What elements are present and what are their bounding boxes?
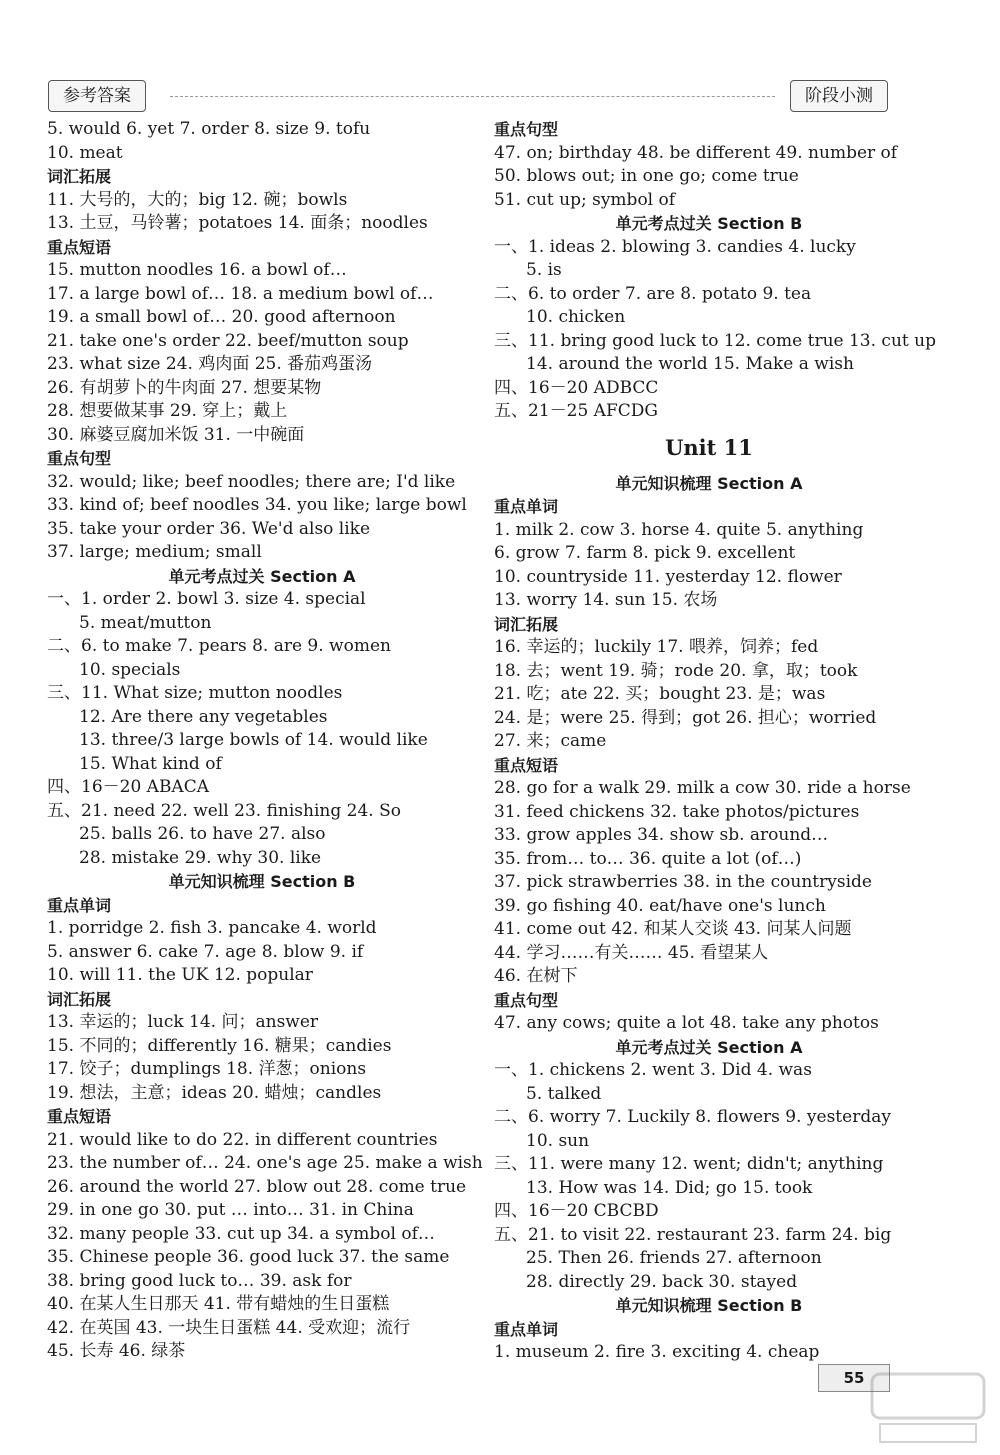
- answer-line: 23. the number of… 24. one's age 25. make a wish: [47, 1153, 483, 1173]
- answer-line: 1. museum 2. fire 3. exciting 4. cheap: [494, 1342, 820, 1362]
- answer-line: 17. a large bowl of… 18. a medium bowl of…: [47, 283, 434, 304]
- answer-line: 10. will 11. the UK 12. popular: [47, 965, 313, 985]
- answer-line: 35. take your order 36. We'd also like: [47, 518, 371, 539]
- answer-line: 30. 麻婆豆腐加米饭 31. 一中碗面: [47, 424, 305, 445]
- answer-line: 13. How was 14. Did; go 15. took: [526, 1177, 813, 1198]
- answer-line: 19. 想法，主意；ideas 20. 蜡烛；candles: [47, 1082, 382, 1103]
- answer-line: 一、1. chickens 2. went 3. Did 4. was: [494, 1060, 812, 1080]
- answer-line: 24. 是；were 25. 得到；got 26. 担心；worried: [494, 707, 877, 728]
- section-heading: 重点句型: [494, 120, 559, 139]
- answer-line: 15. mutton noodles 16. a bowl of…: [47, 260, 347, 280]
- answer-line: 一、1. order 2. bowl 3. size 4. special: [47, 589, 366, 609]
- answer-line: 21. take one's order 22. beef/mutton soup: [47, 330, 409, 351]
- answer-line: 31. feed chickens 32. take photos/pictures: [494, 801, 860, 822]
- answer-line: 40. 在某人生日那天 41. 带有蜡烛的生日蛋糕: [47, 1294, 390, 1314]
- answer-line: 33. kind of; beef noodles 34. you like; large bowl: [47, 495, 467, 515]
- answer-line: 50. blows out; in one go; come true: [494, 166, 799, 186]
- answer-line: 10. countryside 11. yesterday 12. flower: [494, 566, 842, 587]
- answer-line: 32. many people 33. cut up 34. a symbol of…: [47, 1223, 435, 1244]
- answer-line: 三、11. bring good luck to 12. come true 13. cut up: [494, 330, 936, 351]
- answer-line: 五、21. need 22. well 23. finishing 24. So: [47, 800, 401, 821]
- section-heading: 重点单词: [47, 895, 112, 915]
- answer-line: 四、16－20 CBCBD: [494, 1201, 659, 1221]
- answer-line: 37. pick strawberries 38. in the countryside: [494, 872, 872, 892]
- section-heading: 词汇拓展: [47, 989, 112, 1009]
- section-heading: 词汇拓展: [47, 167, 112, 186]
- answer-line: 13. worry 14. sun 15. 农场: [494, 590, 718, 610]
- answer-line: 21. would like to do 22. in different countries: [47, 1129, 438, 1150]
- answer-line: 44. 学习……有关…… 45. 看望某人: [494, 942, 769, 963]
- section-heading: 重点单词: [494, 1319, 559, 1339]
- stage-quiz-tag: 阶段小测: [790, 80, 888, 112]
- answer-line: 5. answer 6. cake 7. age 8. blow 9. if: [47, 941, 364, 962]
- section-heading: 重点句型: [47, 449, 112, 468]
- answer-line: 10. chicken: [526, 307, 626, 327]
- answer-line: 5. meat/mutton: [79, 612, 212, 633]
- answer-line: 二、6. to make 7. pears 8. are 9. women: [47, 636, 391, 656]
- answer-line: 五、21. to visit 22. restaurant 23. farm 24. big: [494, 1224, 892, 1245]
- section-title: 单元知识梳理 Section B: [168, 872, 356, 891]
- answer-line: 10. sun: [526, 1130, 590, 1151]
- section-heading: 重点句型: [494, 990, 559, 1010]
- answer-line: 39. go fishing 40. eat/have one's lunch: [494, 895, 826, 916]
- header-divider: [170, 96, 775, 97]
- answer-key-tag: 参考答案: [48, 80, 146, 112]
- answer-line: 32. would; like; beef noodles; there are; I'd like: [47, 471, 456, 492]
- answer-line: 27. 来；came: [494, 731, 607, 751]
- answer-line: 5. is: [526, 260, 562, 280]
- answer-line: 35. from… to… 36. quite a lot (of…): [494, 848, 802, 869]
- answer-line: 41. come out 42. 和某人交谈 43. 问某人问题: [494, 919, 852, 939]
- answer-line: 12. Are there any vegetables: [79, 706, 328, 727]
- answer-line: 28. directly 29. back 30. stayed: [526, 1271, 798, 1292]
- section-title: 单元考点过关 Section A: [168, 566, 356, 586]
- section-heading: 重点短语: [47, 1107, 112, 1126]
- answer-line: 13. 土豆，马铃薯；potatoes 14. 面条；noodles: [47, 213, 428, 233]
- section-title: 单元考点过关 Section A: [615, 1037, 803, 1057]
- answer-line: 28. mistake 29. why 30. like: [79, 847, 322, 868]
- page-number: 55: [818, 1364, 890, 1392]
- section-title: 单元考点过关 Section B: [615, 214, 803, 233]
- answer-line: 17. 饺子；dumplings 18. 洋葱；onions: [47, 1059, 367, 1079]
- answer-line: 13. three/3 large bowls of 14. would like: [79, 730, 428, 750]
- watermark-logo-icon: [868, 1368, 988, 1448]
- answer-line: 五、21－25 AFCDG: [494, 401, 658, 421]
- section-title: 单元知识梳理 Section B: [615, 1296, 803, 1315]
- unit-title: Unit 11: [665, 434, 753, 460]
- left-column: [47, 118, 483, 1364]
- answer-line: 42. 在英国 43. 一块生日蛋糕 44. 受欢迎；流行: [47, 1317, 411, 1338]
- answer-line: 10. specials: [79, 659, 181, 680]
- section-heading: 重点短语: [494, 755, 559, 775]
- answer-line: 6. grow 7. farm 8. pick 9. excellent: [494, 543, 796, 563]
- answer-line: 26. 有胡萝卜的牛肉面 27. 想要某物: [47, 377, 322, 398]
- answer-line: 47. on; birthday 48. be different 49. number of: [494, 142, 898, 163]
- answer-line: 33. grow apples 34. show sb. around…: [494, 825, 829, 845]
- answer-line: 51. cut up; symbol of: [494, 189, 676, 210]
- section-heading: 词汇拓展: [494, 614, 559, 634]
- answer-line: 35. Chinese people 36. good luck 37. the same: [47, 1247, 450, 1267]
- answer-line: 二、6. worry 7. Luckily 8. flowers 9. yesterday: [494, 1107, 891, 1127]
- answer-line: 15. 不同的；differently 16. 糖果；candies: [47, 1035, 392, 1056]
- answer-line: 38. bring good luck to… 39. ask for: [47, 1270, 352, 1291]
- answer-line: 5. would 6. yet 7. order 8. size 9. tofu: [47, 119, 371, 139]
- answer-line: 26. around the world 27. blow out 28. come true: [47, 1176, 467, 1197]
- answer-line: 15. What kind of: [79, 753, 222, 774]
- section-title: 单元知识梳理 Section A: [615, 473, 803, 493]
- answer-line: 一、1. ideas 2. blowing 3. candies 4. lucky: [494, 236, 856, 257]
- answer-line: 28. go for a walk 29. milk a cow 30. ride a horse: [494, 778, 911, 798]
- answer-line: 13. 幸运的；luck 14. 问；answer: [47, 1012, 319, 1032]
- answer-line: 10. meat: [47, 142, 123, 163]
- answer-line: 11. 大号的，大的；big 12. 碗；bowls: [47, 189, 348, 210]
- answer-line: 23. what size 24. 鸡肉面 25. 番茄鸡蛋汤: [47, 354, 373, 374]
- answer-line: 21. 吃；ate 22. 买；bought 23. 是；was: [494, 684, 826, 704]
- answer-line: 25. balls 26. to have 27. also: [79, 824, 326, 844]
- answer-line: 45. 长寿 46. 绿茶: [47, 1341, 186, 1361]
- answer-line: 14. around the world 15. Make a wish: [526, 354, 854, 374]
- section-heading: 重点单词: [494, 497, 559, 516]
- section-heading: 重点短语: [47, 237, 112, 257]
- answer-line: 二、6. to order 7. are 8. potato 9. tea: [494, 283, 812, 304]
- answer-line: 47. any cows; quite a lot 48. take any photos: [494, 1013, 879, 1033]
- answer-line: 25. Then 26. friends 27. afternoon: [526, 1248, 822, 1268]
- answer-line: 1. milk 2. cow 3. horse 4. quite 5. anything: [494, 519, 864, 540]
- answer-line: 三、11. What size; mutton noodles: [47, 683, 343, 703]
- answer-line: 四、16－20 ADBCC: [494, 377, 659, 398]
- answer-line: 16. 幸运的；luckily 17. 喂养，饲养；fed: [494, 637, 819, 657]
- answer-line: 37. large; medium; small: [47, 542, 262, 562]
- answer-line: 29. in one go 30. put … into… 31. in China: [47, 1200, 414, 1220]
- answer-line: 三、11. were many 12. went; didn't; anything: [494, 1154, 884, 1174]
- answer-line: 19. a small bowl of… 20. good afternoon: [47, 307, 396, 327]
- answer-line: 28. 想要做某事 29. 穿上；戴上: [47, 401, 288, 421]
- answer-line: 18. 去；went 19. 骑；rode 20. 拿，取；took: [494, 660, 858, 681]
- answer-line: 1. porridge 2. fish 3. pancake 4. world: [47, 918, 377, 938]
- answer-line: 46. 在树下: [494, 966, 578, 986]
- answer-line: 5. talked: [526, 1083, 602, 1104]
- answer-line: 四、16－20 ABACA: [47, 777, 209, 797]
- right-column: [494, 118, 936, 1365]
